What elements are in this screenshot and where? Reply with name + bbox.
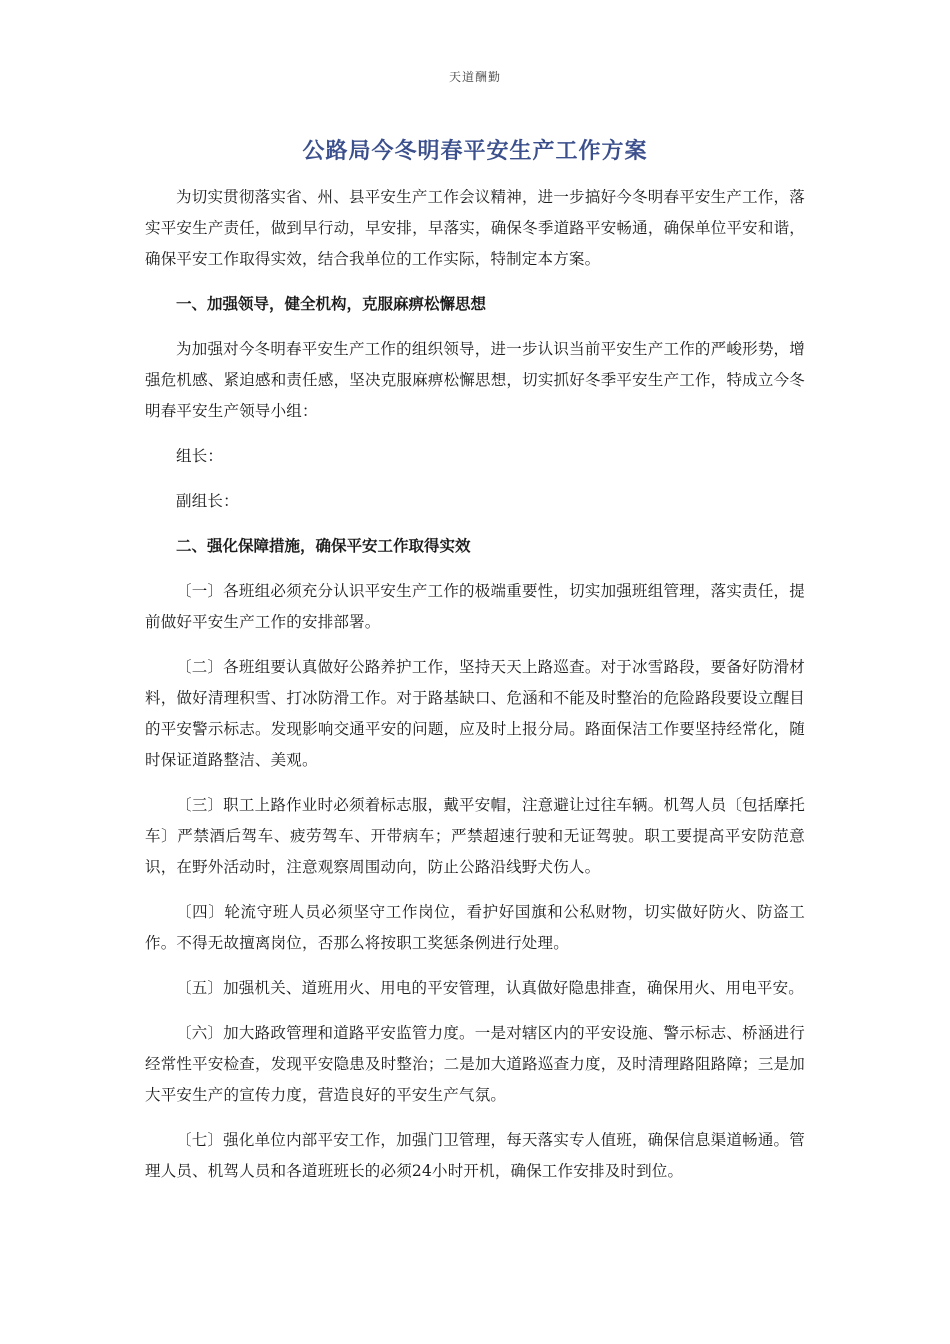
measure-item-2: 〔二〕各班组要认真做好公路养护工作，坚持天天上路巡查。对于冰雪路段，要备好防滑材料，做好清理积雪、打冰防滑工作。对于路基缺口、危涵和不能及时整治的危险路段要设立醒目的平安警示标志。发现影响交通平安的问题，应及时上报分局。路面保洁工作要坚持经常化，随时保证道路整洁、美观。	[145, 658, 805, 769]
leader-line: 组长：	[176, 447, 224, 465]
measure-item-4: 〔四〕轮流守班人员必须坚守工作岗位，看护好国旗和公私财物，切实做好防火、防盗工作。不得无故擅离岗位，否那么将按职工奖惩条例进行处理。	[145, 903, 805, 952]
measure-item-6: 〔六〕加大路政管理和道路平安监管力度。一是对辖区内的平安设施、警示标志、桥涵进行经常性平安检查，发现平安隐患及时整治；二是加大道路巡查力度，及时清理路阻路障；三是加大平安生产的宣传力度，营造良好的平安生产气氛。	[145, 1024, 805, 1104]
section-1-heading: 一、加强领导，健全机构，克服麻痹松懈思想	[176, 295, 487, 313]
document-title: 公路局今冬明春平安生产工作方案	[302, 139, 648, 164]
section-2-heading: 二、强化保障措施，确保平安工作取得实效	[176, 537, 471, 555]
section-1-paragraph: 为加强对今冬明春平安生产工作的组织领导，进一步认识当前平安生产工作的严峻形势，增强危机感、紧迫感和责任感，坚决克服麻痹松懈思想，切实抓好冬季平安生产工作，特成立今冬明春平安生产领导小组：	[145, 340, 805, 420]
deputy-leader-line: 副组长：	[176, 492, 239, 510]
intro-paragraph: 为切实贯彻落实省、州、县平安生产工作会议精神，进一步搞好今冬明春平安生产工作，落实平安生产责任，做到早行动，早安排，早落实，确保冬季道路平安畅通，确保单位平安和谐，确保平安工作取得实效，结合我单位的工作实际，特制定本方案。	[145, 188, 805, 268]
measure-item-7: 〔七〕强化单位内部平安工作，加强门卫管理，每天落实专人值班，确保信息渠道畅通。管理人员、机驾人员和各道班班长的必须24小时开机，确保工作安排及时到位。	[145, 1131, 805, 1180]
header-watermark: 天道酬勤	[448, 70, 501, 84]
measure-item-1: 〔一〕各班组必须充分认识平安生产工作的极端重要性，切实加强班组管理，落实责任，提前做好平安生产工作的安排部署。	[145, 582, 805, 631]
measure-item-5: 〔五〕加强机关、道班用火、用电的平安管理，认真做好隐患排查，确保用火、用电平安。	[176, 979, 805, 997]
measure-item-3: 〔三〕职工上路作业时必须着标志服，戴平安帽，注意避让过往车辆。机驾人员〔包括摩托车〕严禁酒后驾车、疲劳驾车、开带病车；严禁超速行驶和无证驾驶。职工要提高平安防范意识，在野外活动时，注意观察周围动向，防止公路沿线野犬伤人。	[145, 796, 805, 876]
document-body	[145, 182, 805, 1201]
